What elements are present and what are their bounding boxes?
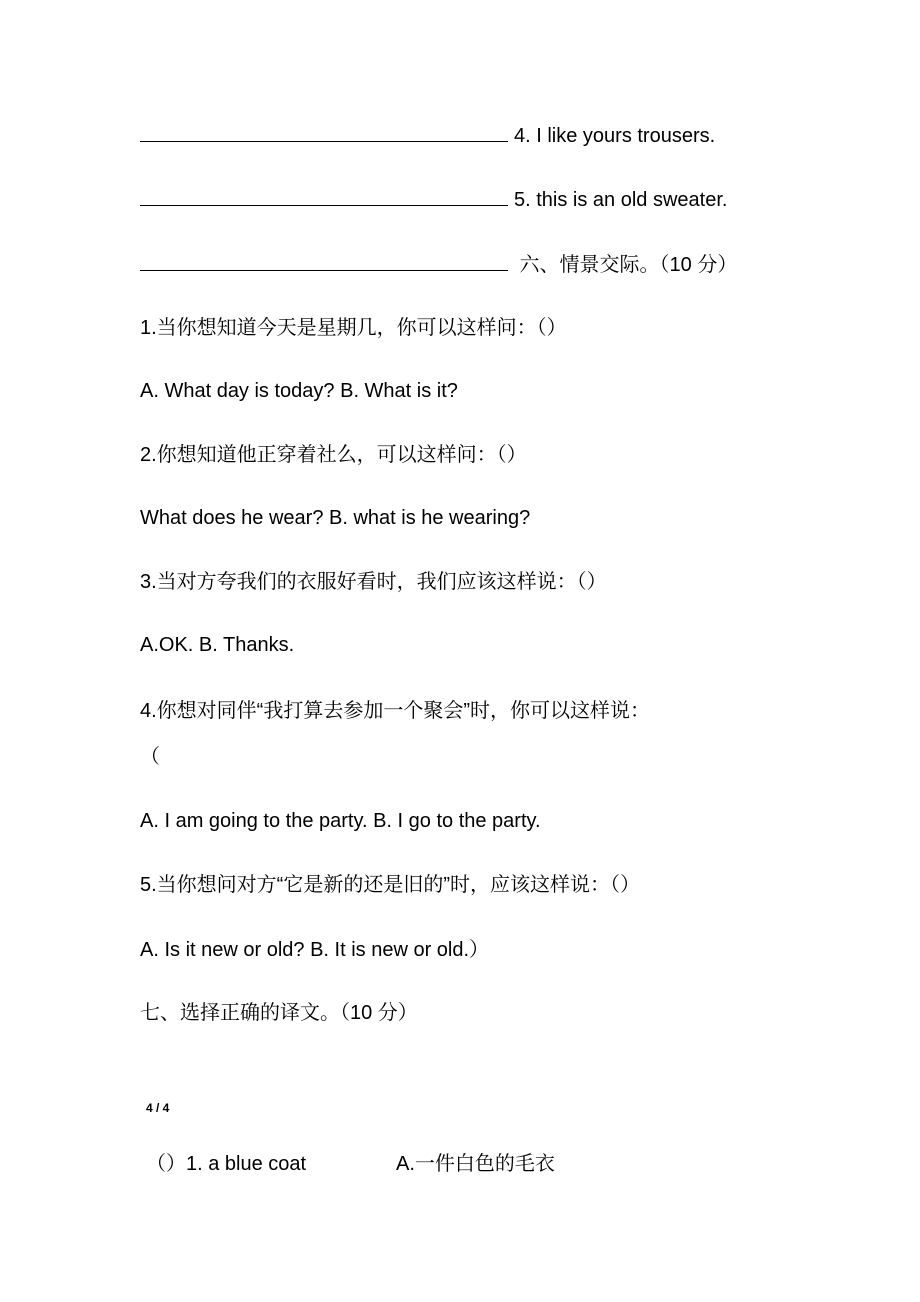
question-4-prompt-cont: （	[140, 746, 160, 768]
question-4-prompt: 4.你想对同伴“我打算去参加一个聚会”时，你可以这样说：	[140, 700, 650, 722]
question-1-prompt: 1.当你想知道今天是星期几，你可以这样问：（）	[140, 317, 567, 339]
blank-underline[interactable]	[140, 187, 508, 206]
blank-underline[interactable]	[140, 123, 508, 142]
sentence-text: 4. I like yours trousers.	[514, 125, 716, 147]
answer-line-4	[140, 122, 715, 150]
translation-item-left: （）1. a blue coat	[146, 1153, 307, 1175]
question-1-options: A. What day is today? B. What is it?	[140, 380, 458, 402]
question-5-options: A. Is it new or old? B. It is new or old.）	[140, 939, 490, 961]
section-seven-title: 七、选择正确的译文。（10 分）	[140, 1002, 418, 1024]
blank-underline[interactable]	[140, 252, 508, 271]
section-six-line	[140, 251, 737, 279]
page-number: 4 / 4	[146, 1101, 170, 1115]
question-4-options: A. I am going to the party. B. I go to the party.	[140, 810, 541, 832]
question-2-options: What does he wear? B. what is he wearing?	[140, 507, 531, 529]
question-5-prompt: 5.当你想问对方“它是新的还是旧的”时，应该这样说：（）	[140, 874, 640, 896]
translation-item-right: A.一件白色的毛衣	[396, 1153, 555, 1175]
section-six-title: 六、情景交际。（10 分）	[514, 254, 738, 276]
sentence-text: 5. this is an old sweater.	[514, 189, 728, 211]
translation-item-1	[146, 1150, 746, 1178]
question-3-prompt: 3.当对方夸我们的衣服好看时，我们应该这样说：（）	[140, 571, 607, 593]
answer-line-5	[140, 186, 727, 214]
question-3-options: A.OK. B. Thanks.	[140, 634, 295, 656]
question-2-prompt: 2.你想知道他正穿着社么，可以这样问：（）	[140, 444, 527, 466]
